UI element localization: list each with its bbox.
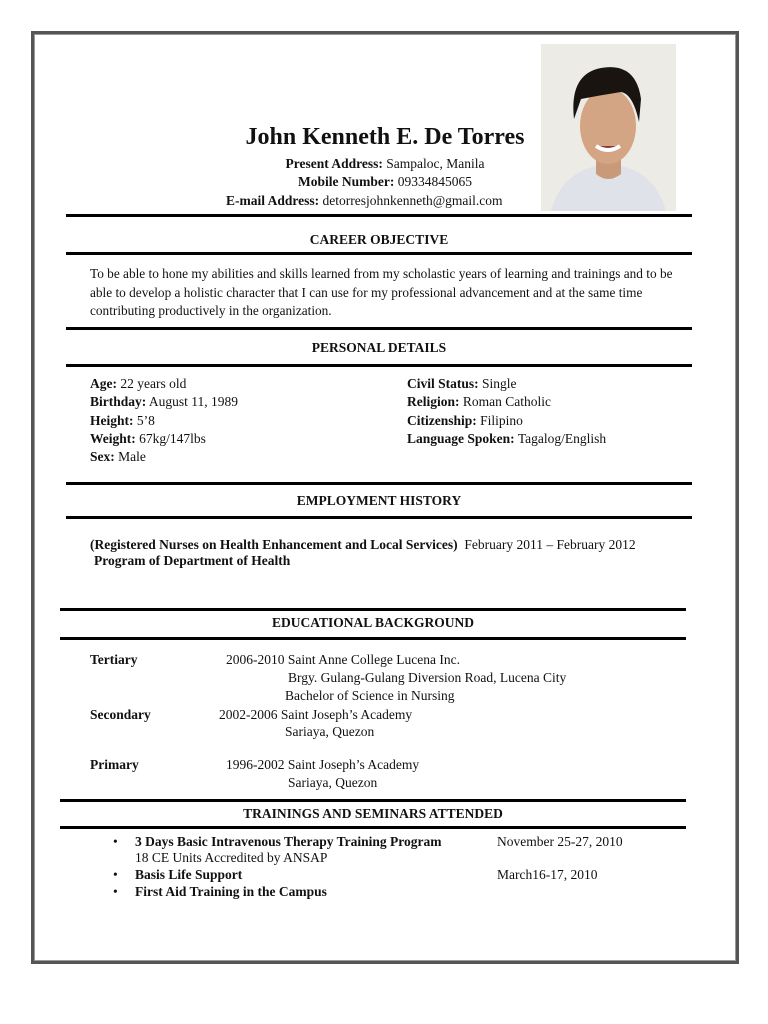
email-address [226,193,503,209]
personal-left [90,375,238,466]
religion-row: Religion: Roman Catholic [407,394,551,410]
age-row: Age: 22 years old [90,376,187,391]
mobile-label: Mobile Number: [298,174,395,189]
career-objective-heading: CAREER OBJECTIVE [309,232,449,247]
bullet-icon: • [113,867,118,882]
divider [66,327,692,330]
weight-row: Weight: 67kg/147lbs [90,430,206,446]
employment-program: Program of Department of Health [94,553,291,568]
language-row: Language Spoken: Tagalog/English [407,430,607,446]
employment-dates: February 2011 – February 2012 [464,537,636,552]
primary-school: 1996-2002 Saint Joseph’s Academy [226,757,420,772]
divider [66,516,692,519]
sex-row: Sex: Male [90,449,146,465]
citizenship-row: Citizenship: Filipino [407,412,523,428]
height-row: Height: 5’8 [90,412,155,428]
mobile-value: 09334845065 [397,174,472,189]
divider [60,637,686,640]
bullet-icon: • [113,834,118,849]
bullet-icon: • [113,884,118,899]
present-address [160,156,610,172]
tertiary-degree: Bachelor of Science in Nursing [285,688,455,703]
employer: (Registered Nurses on Health Enhancement and Local Services) [90,537,458,552]
training-date: March16-17, 2010 [497,867,598,882]
trainings-heading: TRAININGS AND SEMINARS ATTENDED [243,806,503,821]
civil-status-row: Civil Status: Single [407,376,517,391]
divider [66,482,692,485]
primary-label: Primary [90,757,139,772]
secondary-school: 2002-2006 Saint Joseph’s Academy [219,707,413,722]
career-objective-text: To be able to hone my abilities and skills learned from my scholastic years of learning and trainings and to be able to develop a holistic character that I can use for my professional advancement and at the same time contributing productively in the organization. [90,266,673,318]
birthday-row: Birthday: August 11, 1989 [90,394,239,410]
secondary-address: Sariaya, Quezon [285,724,375,739]
primary-address: Sariaya, Quezon [288,775,378,790]
personal-details-heading: PERSONAL DETAILS [311,340,447,355]
address-value: Sampaloc, Manila [386,156,485,171]
email-value[interactable]: detorresjohnkenneth@gmail.com [322,193,503,208]
training-sub: 18 CE Units Accredited by ANSAP [135,850,328,865]
divider [60,799,686,802]
divider [60,826,686,829]
divider [60,608,686,611]
candidate-name: John Kenneth E. De Torres [245,124,525,150]
training-date: November 25-27, 2010 [497,834,623,849]
training-name: Basis Life Support [135,867,243,882]
employment-entry [90,537,636,553]
training-name: First Aid Training in the Campus [135,884,327,899]
divider [66,214,692,217]
divider [66,364,692,367]
tertiary-label: Tertiary [90,652,138,667]
mobile-number [160,174,610,190]
training-name: 3 Days Basic Intravenous Therapy Training Program [135,834,442,849]
tertiary-school: 2006-2010 Saint Anne College Lucena Inc. [226,652,460,667]
personal-right [407,375,606,448]
employment-heading: EMPLOYMENT HISTORY [296,493,462,508]
secondary-label: Secondary [90,707,151,722]
education-heading: EDUCATIONAL BACKGROUND [272,615,474,630]
divider [66,252,692,255]
email-label: E-mail Address: [226,193,320,208]
address-label: Present Address: [285,156,383,171]
tertiary-address: Brgy. Gulang-Gulang Diversion Road, Lucena City [288,670,567,685]
